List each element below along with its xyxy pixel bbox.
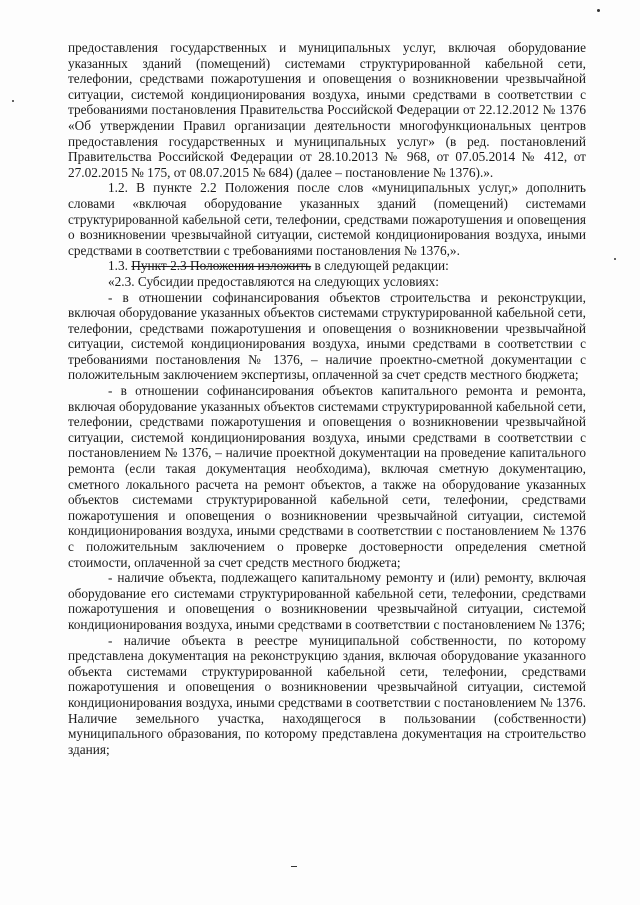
- condition-capital-repair: - в отношении софинансирования объектов капитального ремонта и ремонта, включая оборудование указанных объектов системами структурированной кабельной сети, телефонии, средствами пожаротушения и оповещения о возникновении чрезвычайной ситуации, системой кондиционирования воздуха, иными средствами в соответствии с постановлением № 1376, – наличие проектной документации на проведение капитального ремонта (если такая документация необходима), включая сметную документацию, сметного локального расчета на ремонт объектов, а также на оборудование указанных объектов системами структурированной кабельной сети, телефонии, средствами пожаротушения и оповещения о возникновении чрезвычайной ситуации, системой кондиционирования воздуха, иными средствами в соответствии с постановлением № 1376 с положительным заключением о проверке достоверности определения сметной стоимости, оплаченной за счет средств местного бюджета;: [68, 383, 586, 570]
- condition-municipal-property: - наличие объекта в реестре муниципальной собственности, по которому представлена документация на реконструкцию здания, включая оборудование указанного объекта системами структурированной кабельной сети, телефонии, средствами пожаротушения и оповещения о возникновении чрезвычайной ситуации, системой кондиционирования воздуха, иными средствами в соответствии с постановлением № 1376. Наличие земельного участка, находящегося в пользовании (собственности) муниципального образования, по которому представлена документация на строительство здания;: [68, 632, 586, 757]
- scan-speck: [597, 9, 600, 12]
- paragraph-1-2: 1.2. В пункте 2.2 Положения после слов «муниципальных услуг,» дополнить словами «включая оборудование указанных зданий (помещений) системами структурированной кабельной сети, телефонии, средствами пожаротушения и оповещения о возникновении чрезвычайной ситуации, системой кондиционирования воздуха, иными средствами в соответствии с требованиями постановления № 1376,».: [68, 180, 586, 258]
- paragraph-1-3-suffix: в следующей редакции:: [311, 258, 449, 274]
- condition-construction: - в отношении софинансирования объектов строительства и реконструкции, включая оборудование указанных объектов системами структурированной кабельной сети, телефонии, средствами пожаротушения и оповещения о возникновении чрезвычайной ситуации, системой кондиционирования воздуха, иными средствами в соответствии с требованиями постановления № 1376, – наличие проектно-сметной документации с положительным заключением экспертизы, оплаченной за счет средств местного бюджета;: [68, 289, 586, 383]
- scan-speck: [12, 100, 14, 102]
- scan-speck: [614, 258, 616, 260]
- condition-object-repair: - наличие объекта, подлежащего капитальному ремонту и (или) ремонту, включая оборудование его системами структурированной кабельной сети, телефонии, средствами пожаротушения и оповещения о возникновении чрезвычайной ситуации, системой кондиционирования воздуха, иными средствами в соответствии с постановлением № 1376;: [68, 570, 586, 632]
- paragraph-1-3: [68, 258, 586, 274]
- document-body: [68, 40, 586, 757]
- paragraph-2-3-intro: «2.3. Субсидии предоставляются на следующих условиях:: [108, 273, 439, 289]
- paragraph-1-3-struck-text: Пункт 2.3 Положения изложить: [131, 258, 312, 274]
- scan-speck: [291, 866, 297, 867]
- paragraph-1-3-prefix: 1.3.: [108, 258, 132, 274]
- paragraph-continuation: предоставления государственных и муниципальных услуг, включая оборудование указанных зданий (помещений) системами структурированной кабельной сети, телефонии, средствами пожаротушения и оповещения о возникновении чрезвычайной ситуации, системой кондиционирования воздуха, иными средствами в соответствии с требованиями постановления Правительства Российской Федерации от 22.12.2012 № 1376 «Об утверждении Правил организации деятельности многофункциональных центров предоставления государственных и муниципальных услуг» (в ред. постановлений Правительства Российской Федерации от 28.10.2013 № 968, от 07.05.2014 № 412, от 27.02.2015 № 175, от 08.07.2015 № 684) (далее – постановление № 1376).».: [68, 40, 586, 180]
